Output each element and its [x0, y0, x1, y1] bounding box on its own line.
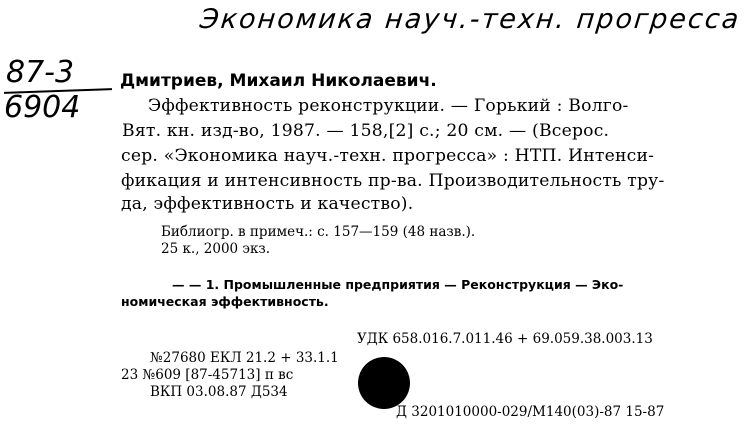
- handwritten-code-bottom: 6904: [4, 90, 81, 125]
- author-heading: Дмитриев, Михаил Николаевич.: [120, 71, 437, 91]
- body-line-1: Эффективность реконструкции. — Горький : Волго-: [148, 96, 629, 116]
- record-line-3: ВКП 03.08.87 Д534: [150, 384, 288, 400]
- bibliography-line-1: Библиогр. в примеч.: с. 157—159 (48 назв.).: [161, 224, 476, 240]
- handwritten-code-top: 87-3: [6, 55, 75, 90]
- body-line-3: сер. «Экономика науч.-техн. прогресса» : НТП. Интенси-: [121, 146, 655, 166]
- udk-line: УДК 658.016.7.011.46 + 69.059.38.003.13: [357, 331, 653, 347]
- subject-line-2: номическая эффективность.: [121, 294, 329, 309]
- body-line-5: да, эффективность и качество).: [121, 194, 414, 214]
- body-line-2: Вят. кн. изд-во, 1987. — 158,[2] с.; 20 см. — (Всерос.: [122, 121, 610, 141]
- record-line-2: 23 №609 [87-45713] п вс: [121, 367, 294, 383]
- body-line-4: фикация и интенсивность пр-ва. Производительность тру-: [121, 171, 665, 191]
- bibliography-line-2: 25 к., 2000 экз.: [161, 241, 271, 257]
- ink-blot: [358, 357, 410, 409]
- handwritten-series-title: Экономика науч.-техн. прогресса: [198, 4, 742, 35]
- record-line-1: №27680 ЕКЛ 21.2 + 33.1.1: [150, 350, 339, 366]
- subject-line-1: — — 1. Промышленные предприятия — Реконструкция — Эко-: [172, 277, 624, 292]
- footer-code: Д 3201010000-029/М140(03)-87 15-87: [396, 404, 665, 420]
